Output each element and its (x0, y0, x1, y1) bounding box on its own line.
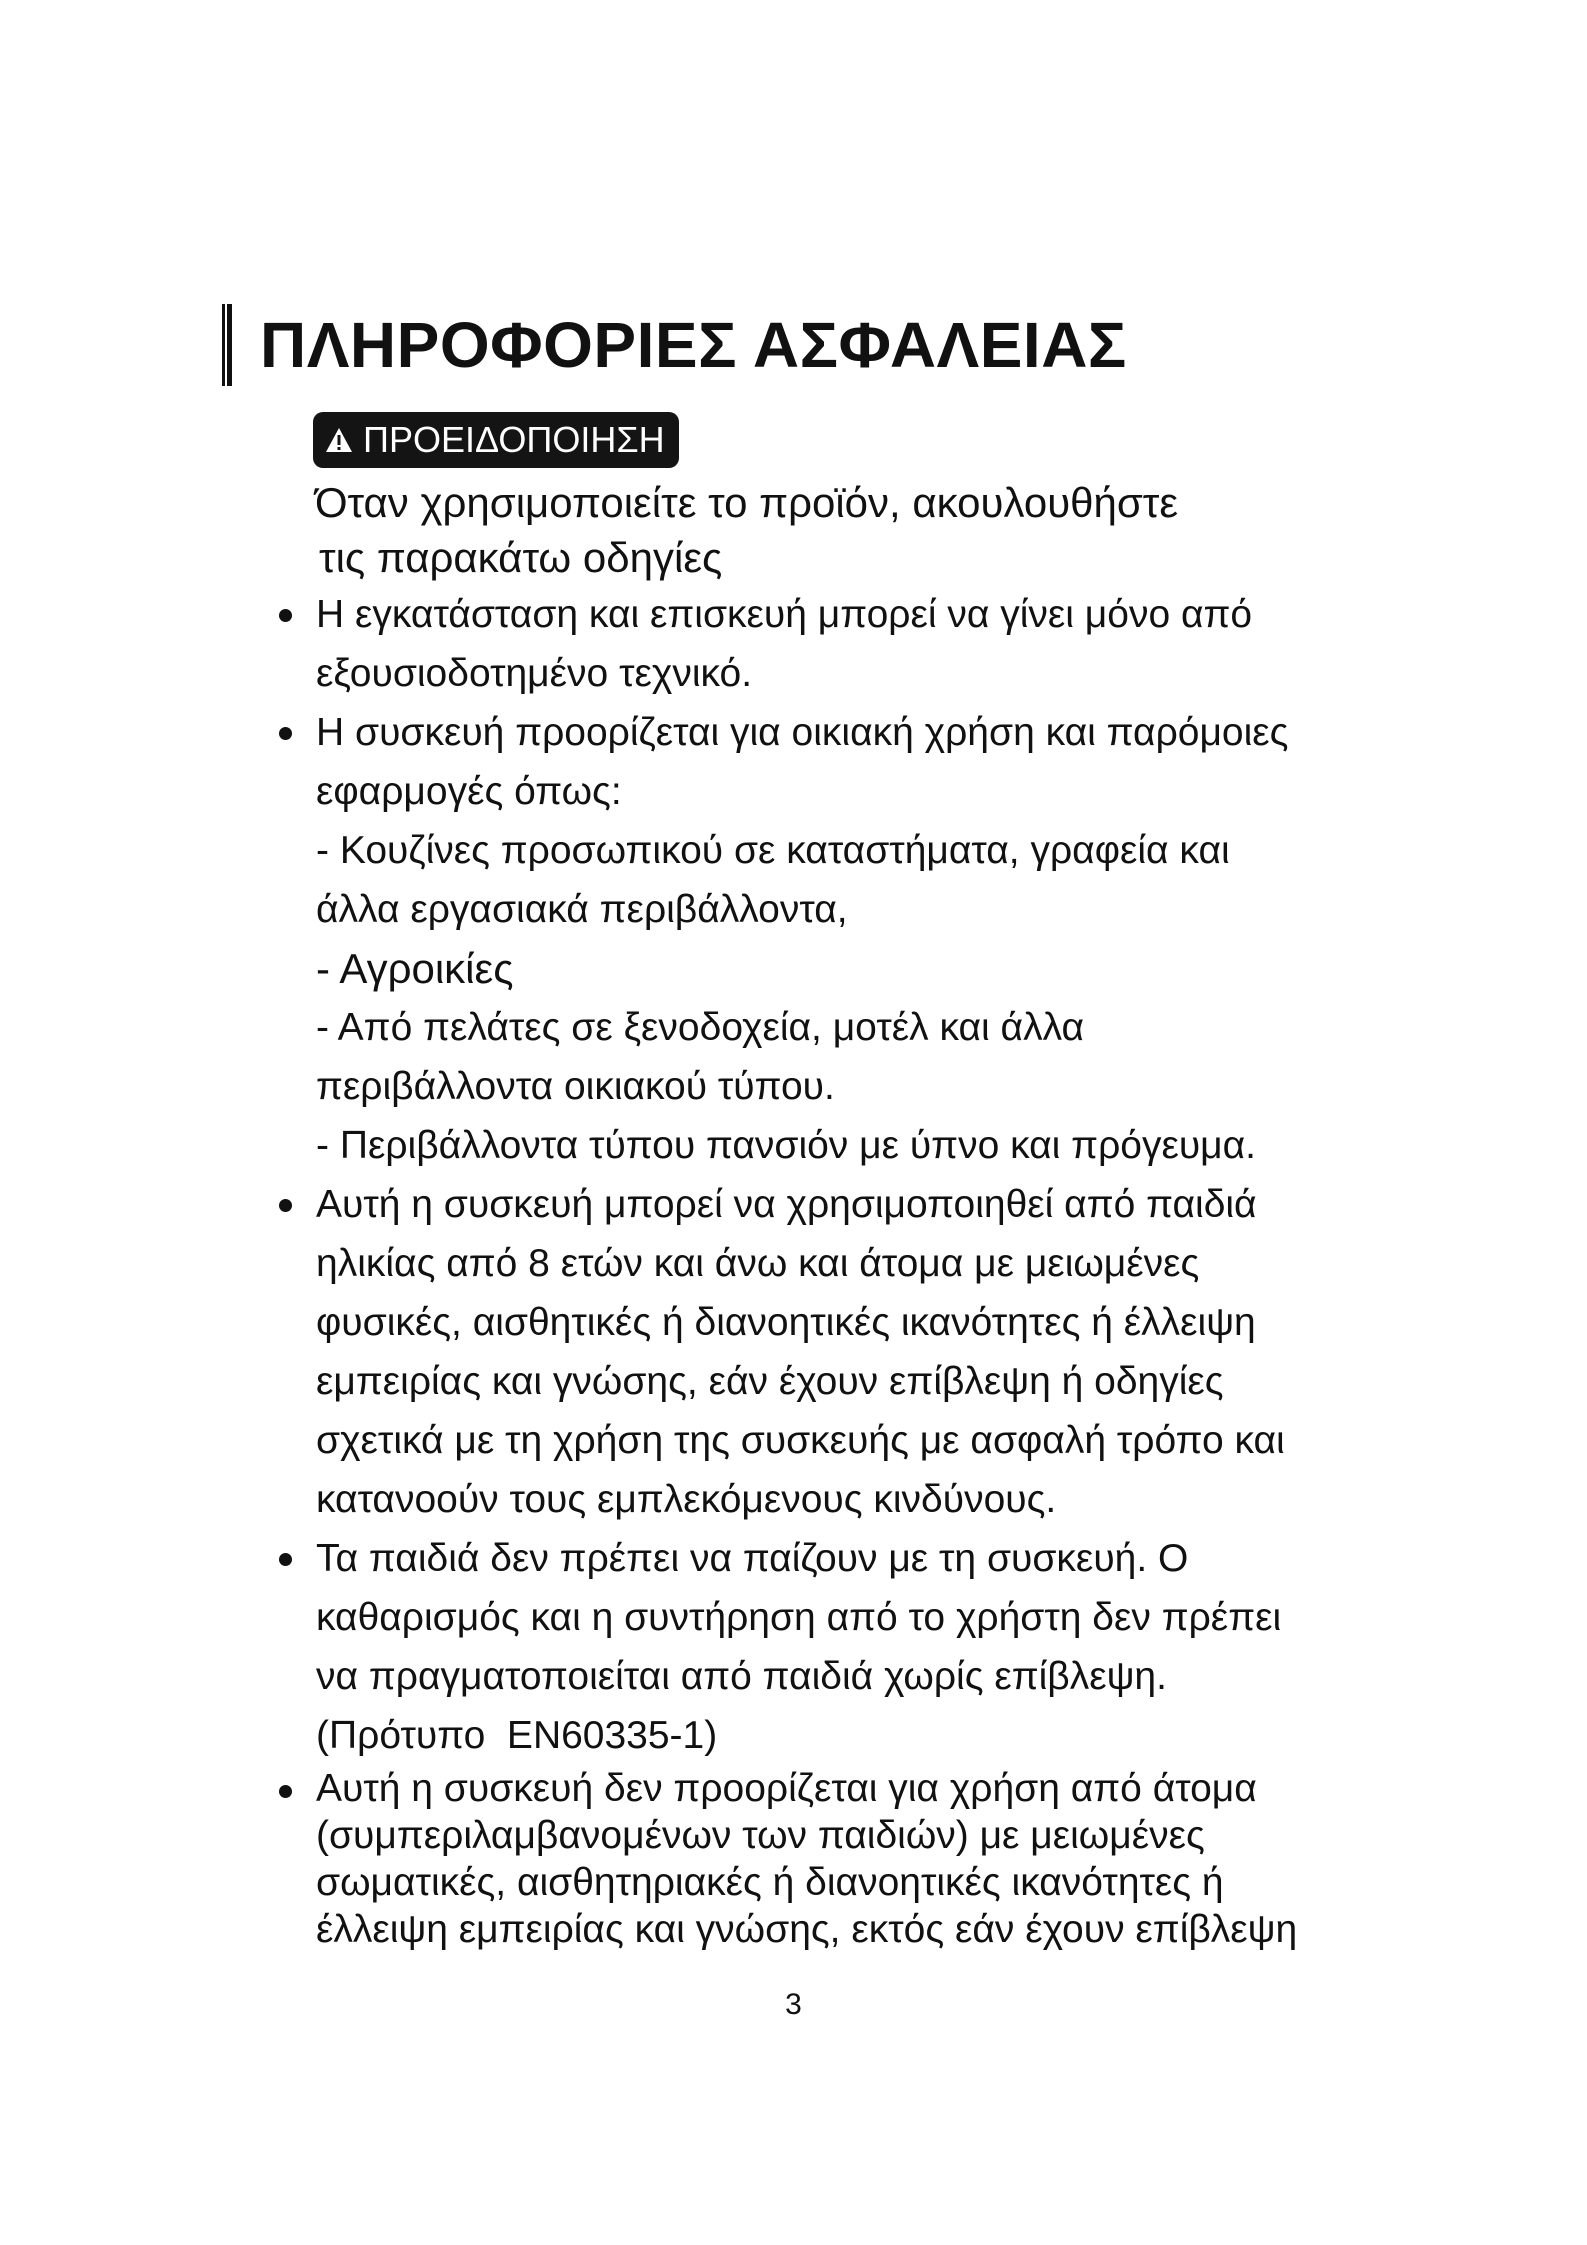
bullet-text-line: κατανοούν τους εμπλεκόμενους κινδύνους. (316, 1478, 1057, 1521)
bullet-dot (279, 1785, 292, 1798)
bullet-text-line: φυσικές, αισθητικές ή διανοητικές ικανότητες ή έλλειψη (316, 1301, 1256, 1344)
bullet-text-line: Αυτή η συσκευή μπορεί να χρησιμοποιηθεί από παιδιά (316, 1183, 1257, 1226)
bullet-item (262, 585, 1372, 703)
bullet-text-line: καθαρισμός και η συντήρηση από το χρήστη δεν πρέπει (316, 1596, 1282, 1639)
bullet-item (262, 1529, 1372, 1765)
standard-reference: (Πρότυπο EN60335-1) (316, 1714, 718, 1757)
sub-item-line: - Κουζίνες προσωπικού σε καταστήματα, γραφεία και (316, 829, 1230, 872)
bullet-dot (279, 609, 292, 622)
bullet-text-line: εμπειρίας και γνώσης, εάν έχουν επίβλεψη ή οδηγίες (316, 1360, 1224, 1403)
bullet-text-line: σχετικά με τη χρήση της συσκευής με ασφαλή τρόπο και (316, 1419, 1285, 1462)
intro-line: Όταν χρησιμοποιείτε το προϊόν, ακουλουθήστε (315, 479, 1179, 526)
bullet-text-line: Αυτή η συσκευή δεν προορίζεται για χρήση από άτομα (316, 1767, 1257, 1810)
bullet-text-line: ηλικίας από 8 ετών και άνω και άτομα με μειωμένες (316, 1242, 1200, 1285)
bullet-text-line: εξουσιοδοτημένο τεχνικό. (316, 652, 753, 695)
bullet-text-line: Η συσκευή προορίζεται για οικιακή χρήση και παρόμοιες (316, 711, 1289, 754)
bullet-text-line: να πραγματοποιείται από παιδιά χωρίς επίβλεψη. (316, 1655, 1167, 1698)
bullet-dot (279, 1199, 292, 1212)
bullet-text-line: Η εγκατάσταση και επισκευή μπορεί να γίνει μόνο από (316, 593, 1253, 636)
safety-list (262, 585, 1372, 1953)
sub-item-line: περιβάλλοντα οικιακού τύπου. (316, 1065, 835, 1108)
bullet-text-line: Τα παιδιά δεν πρέπει να παίζουν με τη συσκευή. Ο (316, 1537, 1189, 1580)
intro-text (315, 475, 1415, 585)
warning-badge (313, 412, 679, 468)
page-number: 3 (785, 1988, 802, 2021)
bullet-text-line: (συμπεριλαμβανομένων των παιδιών) με μειωμένες (316, 1814, 1205, 1857)
sub-item-line: άλλα εργασιακά περιβάλλοντα, (316, 888, 848, 931)
bullet-item (262, 1765, 1372, 1953)
sub-item-line: - Από πελάτες σε ξενοδοχεία, μοτέλ και άλλα (316, 1006, 1085, 1049)
bullet-item (262, 703, 1372, 821)
bullet-text-line: σωματικές, αισθητηριακές ή διανοητικές ικανότητες ή (316, 1861, 1224, 1904)
sub-item-line: - Περιβάλλοντα τύπου πανσιόν με ύπνο και πρόγευμα. (316, 1124, 1257, 1167)
sub-list (262, 821, 1372, 1175)
sub-item-line: - Αγροικίες (316, 945, 514, 992)
warning-triangle-icon (325, 427, 353, 453)
warning-label: ΠΡΟΕΙΔΟΠΟΙΗΣΗ (363, 419, 665, 460)
intro-line: τις παρακάτω οδηγίες (319, 534, 723, 581)
page-title: ΠΛΗΡΟΦΟΡΙΕΣ ΑΣΦΑΛΕΙΑΣ (260, 309, 1127, 381)
bullet-item (262, 1175, 1372, 1529)
bullet-dot (279, 1553, 292, 1566)
bullet-text-line: έλλειψη εμπειρίας και γνώσης, εκτός εάν έχουν επίβλεψη (316, 1908, 1298, 1951)
heading-marker-bar (222, 304, 232, 386)
bullet-text-line: εφαρμογές όπως: (316, 770, 622, 813)
bullet-dot (279, 727, 292, 740)
